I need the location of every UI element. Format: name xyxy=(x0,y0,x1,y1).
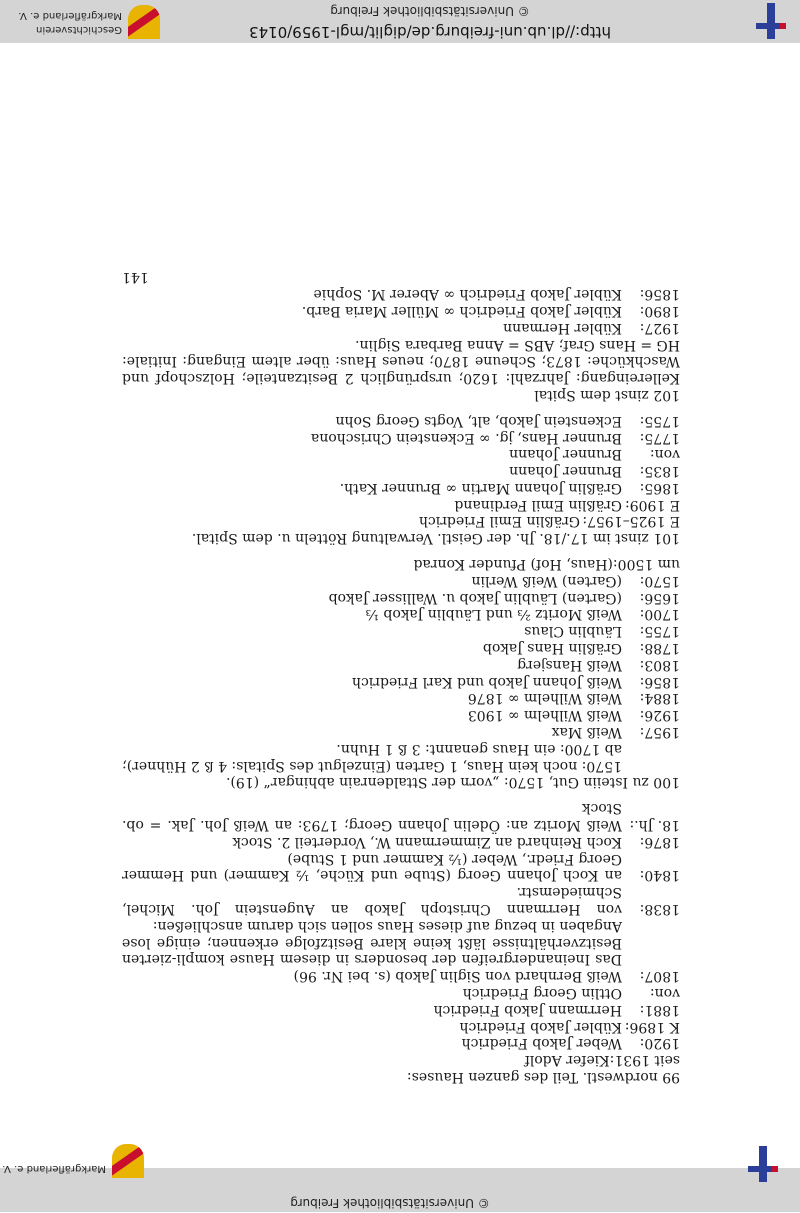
owner: Weiß Max xyxy=(551,724,622,741)
owner: Weiß Bernhard von Siglin Jakob (s. bei Nr. 96) xyxy=(293,968,622,985)
year: seit 1931: xyxy=(609,1052,680,1069)
owner: (Haus, Hof) Pfunder Konrad xyxy=(413,556,613,573)
ub-freiburg-logo-icon xyxy=(748,1146,778,1182)
year: E 1925–1957: xyxy=(582,513,680,530)
year: 1957: xyxy=(639,724,680,741)
year: 1856: xyxy=(639,673,680,690)
header-bar xyxy=(0,1163,800,1212)
owner: (Garten) Läublin Jakob u. Wallisser Jakob xyxy=(328,589,622,606)
ub-freiburg-logo-icon xyxy=(756,3,786,39)
year: 1755: xyxy=(639,623,680,640)
owner: Eckenstein Jakob, alt, Vogts Georg Sohn xyxy=(335,412,622,429)
owner: Läublin Claus xyxy=(524,623,622,640)
entry-102-owners xyxy=(122,285,680,335)
owner: Weber Jakob Friedrich xyxy=(461,1035,622,1052)
owner-line xyxy=(122,1035,680,1052)
owner-line xyxy=(122,1018,680,1035)
year: 1881: xyxy=(639,1001,680,1018)
year: von: xyxy=(649,446,680,463)
owner-line xyxy=(122,479,680,496)
year: 1788: xyxy=(639,640,680,657)
owner: Weiß Johann Jakob und Karl Friedrich xyxy=(351,673,622,690)
entry-101-owners xyxy=(122,412,680,530)
owner: Weiß Wilhelm ∞ 1903 xyxy=(467,707,622,724)
owner: Weiß Moritz an: Ödelin Johann Georg; 1793: an Weiß Joh. Jak. = ob. Stock xyxy=(122,800,622,834)
owner-line xyxy=(122,967,680,984)
society-shield-icon xyxy=(128,5,160,39)
year: 1775: xyxy=(639,429,680,446)
owner-line xyxy=(122,462,680,479)
society-shield-icon xyxy=(112,1144,144,1178)
owner-line xyxy=(122,429,680,446)
society-name-2: Markgräflerland e. V. xyxy=(18,10,122,21)
owner-line xyxy=(122,285,680,302)
owner: Gräßlin Hans Jakob xyxy=(482,640,622,657)
owner-line xyxy=(122,639,680,656)
owner-line xyxy=(122,984,680,1001)
year: 1838: xyxy=(639,901,680,918)
owner-line xyxy=(122,446,680,463)
entry-100-note: 1570: noch kein Haus, 1 Garten (Einzelgut des Spitals: 4 ß 2 Hühner); ab 1700: ein Haus genannt: 3 ß 1 Huhn. xyxy=(122,740,622,774)
year: 1570: xyxy=(639,572,680,589)
permalink-bar xyxy=(0,0,800,43)
owner: Gräßlin Johann Martin ∞ Brunner Kath. xyxy=(339,479,622,496)
entry-100-heading: 100 zu Isteiin Gut, 1570: „vorn der Sttaldenrain abhingar“ (19). xyxy=(225,774,680,791)
owner-line xyxy=(122,622,680,639)
society-name: Geschichtsverein xyxy=(36,24,122,35)
entry-99-details xyxy=(122,799,680,917)
year: 1835: xyxy=(639,463,680,480)
owner-line xyxy=(122,673,680,690)
year: 1926: xyxy=(639,707,680,724)
page-text xyxy=(122,269,680,1085)
owner-line xyxy=(122,833,680,850)
owner: Weiß Hansjerg xyxy=(517,656,622,673)
owner: Kübler Jakob Friedrich ∞ Müller Maria Barb. xyxy=(301,302,622,319)
owner-line xyxy=(122,883,680,917)
owner-line xyxy=(122,850,680,884)
owner: Kiefer Adolf xyxy=(524,1052,610,1069)
owner: Gräßlin Emil Ferdinand xyxy=(454,496,622,513)
owner-line xyxy=(122,656,680,673)
owner: Weiß Moritz ⅔ und Läublin Jakob ⅓ xyxy=(365,606,622,623)
owner: von Herrmann Christoph Jakob an Augenstein Joh. Michel, Schmiedemstr. xyxy=(122,884,622,918)
entry-99-heading: 99 nordwestl. Teil des ganzen Hauses: xyxy=(406,1069,680,1085)
owner-line xyxy=(122,723,680,740)
year: 1807: xyxy=(639,968,680,985)
year: 18. Jh.: xyxy=(629,817,680,834)
header-copyright: © Universitätsbibliothek Freiburg xyxy=(330,4,530,18)
owner: Gräßlin Emil Friedrich xyxy=(418,513,580,530)
owner-line xyxy=(122,513,680,530)
year: 1840: xyxy=(639,867,680,884)
year: 1700: xyxy=(639,606,680,623)
owner: Kübler Hermann xyxy=(503,319,622,336)
entry-99-owners xyxy=(122,967,680,1068)
year: 1755: xyxy=(639,412,680,429)
owner-line xyxy=(122,706,680,723)
owner-line xyxy=(122,1001,680,1018)
year: von: xyxy=(649,985,680,1002)
entry-99-note: Das Ineinandergreifen der besonders in diesem Hause kompli-zierten Besitzverhältnisse läßt keine klare Besitzfolge erkennen; einige lose Angaben in bezug auf dieses Haus sollen sich darum anschließen: xyxy=(122,917,622,968)
owner: Kübler Jakob Friedrich xyxy=(459,1018,622,1035)
year: 1884: xyxy=(639,690,680,707)
year: um 1500: xyxy=(612,556,680,573)
owner-line xyxy=(122,555,680,572)
owner: (Garten) Weiß Werlin xyxy=(471,572,622,589)
owner-line xyxy=(122,690,680,707)
entry-102-note: Kellereingang: Jahrzahl: 1620; ursprünglich 2 Besitzanteile; Holzschopf und Waschküche: 1873; Scheune 1870; neues Haus: über altem Eingang: Initiale: HG = Hans Graf; ABS = Anna Barbara Siglin. xyxy=(122,336,680,387)
owner: Brunner Johann xyxy=(509,446,622,463)
year: 1656: xyxy=(639,589,680,606)
year: 1856: xyxy=(639,286,680,303)
year: 1890: xyxy=(639,302,680,319)
page-number: 141 xyxy=(122,269,149,286)
owner-line xyxy=(122,496,680,513)
entry-101-heading: 101 zinst im 17./18. Jh. der Geistl. Verwaltung Rötteln u. dem Spital. xyxy=(191,530,680,547)
owner-line xyxy=(122,572,680,589)
owner: Brunner Hans, jg. ∞ Eckenstein Chrischona xyxy=(310,429,622,446)
owner-line xyxy=(122,589,680,606)
owner-line xyxy=(122,319,680,336)
owner: Herrmann Jakob Friedrich xyxy=(433,1001,622,1018)
owner-line xyxy=(122,1051,680,1068)
footer-society: Markgräflerland e. V. xyxy=(2,1163,106,1174)
year: 1803: xyxy=(639,656,680,673)
year: E 1909: xyxy=(624,496,680,513)
owner: an Koch Johann Georg (Stube und Küche, ½ Kammer) und Hemmer Georg Friedr., Weber (½ Kammer und 1 Stube) xyxy=(122,850,622,884)
year: 1876: xyxy=(639,833,680,850)
year: K 1896: xyxy=(624,1018,680,1035)
owner-line xyxy=(122,302,680,319)
owner: Weiß Wilhelm ∞ 1876 xyxy=(467,690,622,707)
owner-line xyxy=(122,412,680,429)
year: 1920: xyxy=(639,1035,680,1052)
year: 1865: xyxy=(639,479,680,496)
year: 1927: xyxy=(639,319,680,336)
owner-line xyxy=(122,799,680,833)
owner: Koch Reinhard an Zimmermann W., Vorderteil 2. Stock xyxy=(232,833,622,850)
owner: Ottlin Georg Friedrich xyxy=(462,985,622,1002)
permalink-url[interactable]: http://dl.ub.uni-freiburg.de/diglit/mgl-1959/0143 xyxy=(249,23,611,41)
entry-100-owners xyxy=(122,555,680,740)
owner-line xyxy=(122,606,680,623)
entry-102-heading: 102 zinst dem Spital xyxy=(534,386,680,403)
footer-copyright: © Universitätsbibliothek Freiburg xyxy=(290,1196,490,1210)
owner: Brunner Johann xyxy=(509,463,622,480)
owner: Kübler Jakob Friedrich ∞ Aberer M. Sophie xyxy=(313,286,622,303)
